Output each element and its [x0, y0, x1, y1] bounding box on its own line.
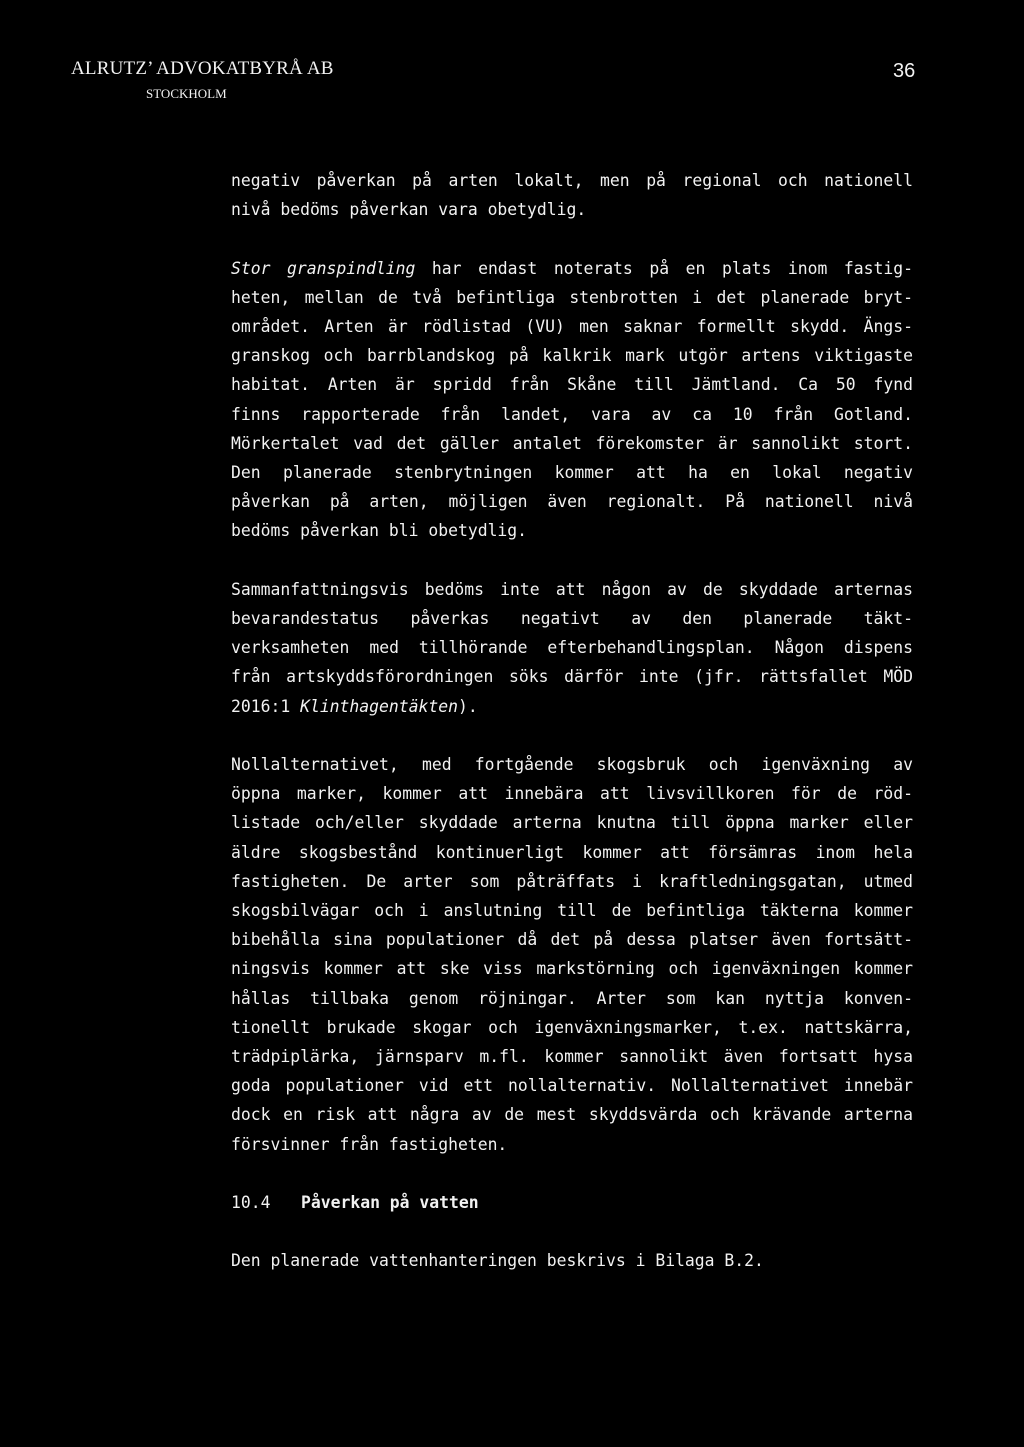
text-line: öppna marker, kommer att innebära att livsvillkoren för de röd- — [231, 784, 913, 804]
text-line: hållas tillbaka genom röjningar. Arter som kan nyttja konven- — [231, 988, 913, 1008]
text-line: Sammanfattningsvis bedöms inte att någon av de skyddade arternas — [231, 579, 913, 599]
text-line: negativ påverkan på arten lokalt, men på regional och nationell — [231, 171, 913, 190]
case-name: Klinthagentäkten — [300, 696, 458, 716]
text-line: heten, mellan de två befintliga stenbrotten i det planerade bryt- — [231, 287, 913, 307]
paragraph-nollalternativ — [231, 750, 913, 1159]
text-fragment: ). — [457, 696, 478, 716]
text-fragment: 2016:1 — [231, 696, 301, 716]
text-line: finns rapporterade från landet, vara av ca 10 från Gotland. — [231, 404, 913, 424]
text-line: området. Arten är rödlistad (VU) men saknar formellt skydd. Ängs- — [231, 317, 913, 336]
text-line: fastigheten. De arter som påträffats i kraftledningsgatan, utmed — [231, 871, 913, 891]
text-line: bevarandestatus påverkas negativt av den planerade täkt- — [231, 609, 913, 629]
paragraph-water — [231, 1246, 913, 1275]
text-line: bedöms påverkan bli obetydlig. — [231, 521, 528, 541]
text-line: Den planerade vattenhanteringen beskrivs i Bilaga B.2. — [231, 1251, 764, 1271]
firm-letterhead — [71, 58, 334, 102]
text-line: försvinner från fastigheten. — [231, 1134, 508, 1154]
text-line: trädpiplärka, järnsparv m.fl. kommer sannolikt även fortsatt hysa — [231, 1047, 913, 1067]
text-line: bibehålla sina populationer då det på dessa platser även fortsätt- — [231, 930, 913, 950]
text-line: dock en risk att några av de mest skyddsvärda och krävande arterna — [231, 1105, 913, 1125]
text-line: tionellt brukade skogar och igenväxningsmarker, t.ex. nattskärra, — [231, 1017, 913, 1037]
paragraph-impact-local — [231, 166, 913, 224]
document-body — [231, 166, 913, 1305]
text-line: Den planerade stenbrytningen kommer att ha en lokal negativ — [231, 463, 913, 483]
text-line: goda populationer vid ett nollalternativ. Nollalternativet innebär — [231, 1076, 913, 1096]
paragraph-summary — [231, 575, 913, 721]
text-line: listade och/eller skyddade arterna knutna till öppna marker eller — [231, 813, 913, 833]
text-line: äldre skogsbestånd kontinuerligt kommer att försämras inom hela — [231, 842, 913, 862]
text-line: ningsvis kommer att ske viss markstörning och igenväxningen kommer — [231, 959, 913, 979]
text-line: nivå bedöms påverkan vara obetydlig. — [231, 200, 587, 220]
text-line: habitat. Arten är spridd från Skåne till Jämtland. Ca 50 fynd — [231, 375, 913, 395]
firm-city: STOCKHOLM — [146, 86, 227, 101]
text-line: Nollalternativet, med fortgående skogsbruk och igenväxning av — [231, 755, 913, 775]
text-line: verksamheten med tillhörande efterbehandlingsplan. Någon dispens — [231, 638, 913, 658]
text-line — [231, 254, 913, 283]
species-name: Stor granspindling — [231, 258, 416, 278]
text-line: Mörkertalet vad det gäller antalet förekomster är sannolikt stort. — [231, 433, 913, 453]
section-heading — [231, 1188, 913, 1217]
firm-name: ALRUTZ’ ADVOKATBYRÅ AB — [71, 58, 334, 79]
page-number: 36 — [893, 60, 916, 82]
paragraph-stor-granspindling — [231, 254, 913, 546]
text-line — [231, 692, 913, 721]
text-line: från artskyddsförordningen söks därför inte (jfr. rättsfallet MÖD — [231, 667, 913, 687]
text-line: skogsbilvägar och i anslutning till de befintliga täkterna kommer — [231, 901, 913, 921]
text-fragment: har endast noterats på en plats inom fastig- — [415, 258, 913, 278]
text-line: granskog och barrblandskog på kalkrik mark utgör artens viktigaste — [231, 346, 913, 366]
text-line: påverkan på arten, möjligen även regionalt. På nationell nivå — [231, 492, 913, 512]
section-title: Påverkan på vatten — [301, 1193, 479, 1213]
section-number: 10.4 — [231, 1193, 271, 1213]
